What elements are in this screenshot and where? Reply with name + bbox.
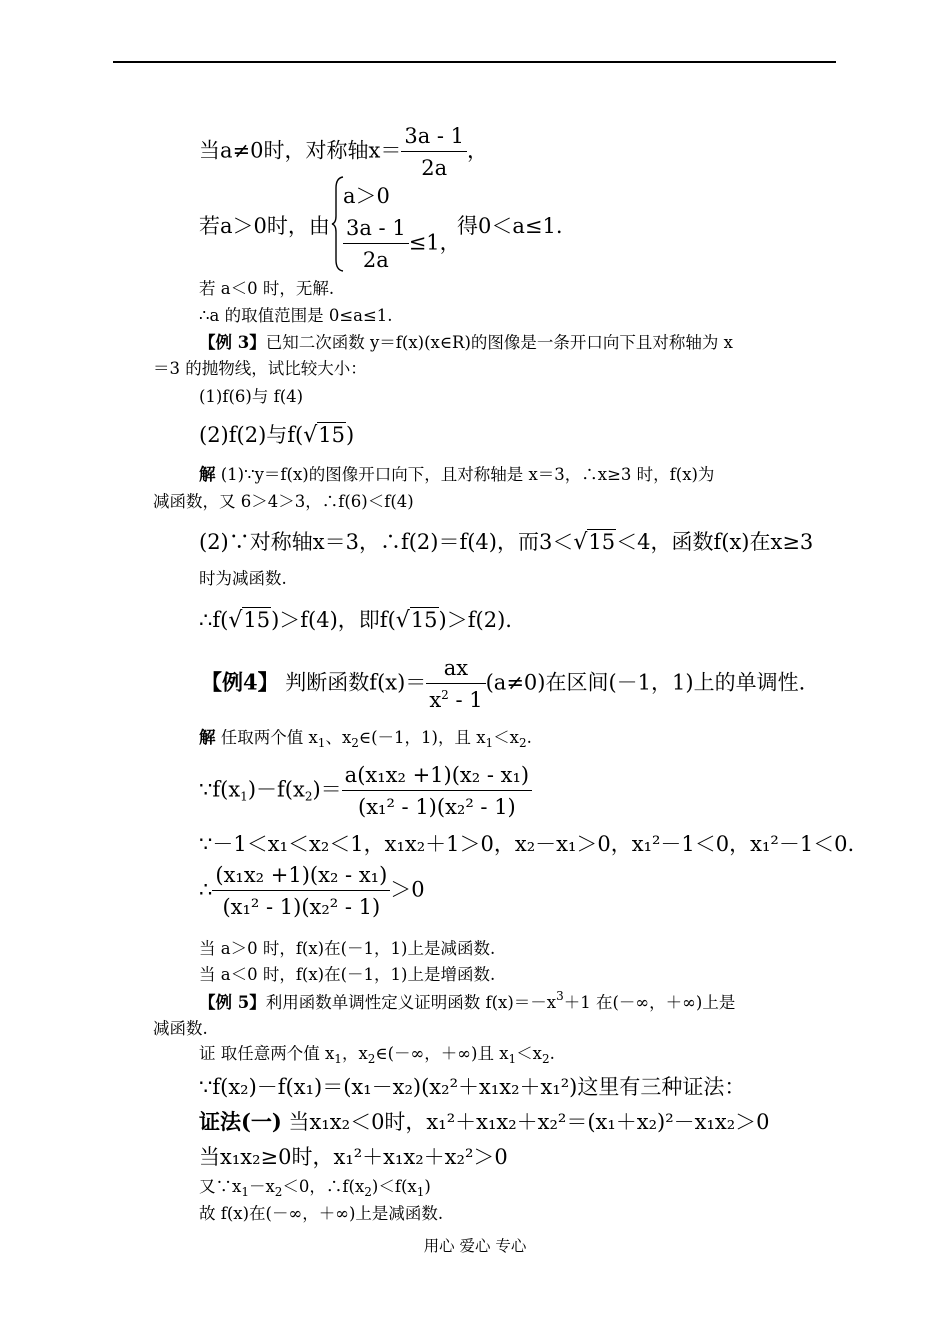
solution-text: ＜x bbox=[493, 728, 519, 747]
solution-text: 、x bbox=[325, 728, 352, 747]
example-4-inequalities: ∵－1＜x₁＜x₂＜1，x₁x₂＋1＞0，x₂－x₁＞0，x₁²－1＜0，x₁²－1＜0. bbox=[199, 832, 855, 856]
solution-text: (1)∵y＝f(x)的图像开口向下，且对称轴是 x＝3，∴x≥3 时，f(x)为 bbox=[215, 465, 715, 484]
difference-text: )－f(x bbox=[247, 777, 305, 802]
axis-fraction bbox=[401, 124, 467, 180]
example-5-final: 故 f(x)在(－∞，＋∞)上是减函数. bbox=[199, 1204, 444, 1223]
fraction-numerator: ax bbox=[426, 656, 485, 684]
example-5-also bbox=[199, 1173, 431, 1199]
fraction-denominator: 2a bbox=[362, 248, 389, 272]
example-5-text: 利用函数单调性定义证明函数 f(x)＝－x bbox=[265, 993, 557, 1012]
example-3-text: 已知二次函数 y＝f(x)(x∈R)的图像是一条开口向下且对称轴为 x bbox=[265, 333, 733, 352]
example-4-text-b: (a≠0)在区间(－1，1)上的单调性. bbox=[485, 670, 806, 695]
subscript: 2 bbox=[364, 1185, 372, 1199]
fraction-numerator: 3a - 1 bbox=[401, 124, 467, 152]
system-fraction bbox=[343, 216, 409, 272]
system-row-2 bbox=[343, 216, 461, 272]
positive-a-text: 若a＞0时，由 bbox=[199, 214, 330, 238]
example-3-question-2 bbox=[199, 419, 354, 449]
solution-2-text-a: (2)∵对称轴x＝3，∴f(2)＝f(4)，而3＜ bbox=[199, 530, 574, 554]
subscript: 1 bbox=[317, 736, 326, 750]
therefore-symbol: ∴ bbox=[199, 877, 213, 902]
subscript: 1 bbox=[241, 1185, 249, 1199]
fraction-numerator: 3a - 1 bbox=[343, 216, 409, 244]
positive-a-line bbox=[199, 210, 330, 240]
proof-text: ＜x bbox=[516, 1044, 542, 1063]
proof-text: 证 取任意两个值 x bbox=[199, 1044, 335, 1063]
conclusion-text-c: )＞f(2). bbox=[438, 608, 512, 632]
also-text: 又∵x bbox=[199, 1177, 242, 1196]
den-base: x bbox=[429, 688, 442, 712]
example-3-statement bbox=[199, 329, 733, 353]
proof-text: . bbox=[549, 1044, 555, 1063]
subscript: 2 bbox=[274, 1185, 283, 1199]
den-tail: - 1 bbox=[448, 688, 483, 712]
example-5-proof-setup bbox=[199, 1040, 555, 1066]
example-3-solution-2-line2: 时为减函数. bbox=[199, 569, 287, 588]
difference-fraction bbox=[342, 763, 532, 819]
also-text: －x bbox=[248, 1177, 275, 1196]
superscript: 3 bbox=[556, 989, 564, 1003]
solution-text: ∈(－1，1)，且 x bbox=[358, 728, 486, 747]
axis-condition-line bbox=[199, 124, 488, 180]
method-text: 当x₁x₂＜0时，x₁²＋x₁x₂＋x₂²＝(x₁＋x₂)²－x₁x₂＞0 bbox=[281, 1110, 770, 1134]
ratio-fraction bbox=[212, 863, 390, 919]
axis-text: 当a≠0时，对称轴x＝ bbox=[199, 138, 402, 163]
sqrt-15 bbox=[303, 422, 346, 447]
conclusion-text-a: ∴f( bbox=[199, 608, 229, 632]
subscript: 1 bbox=[508, 1052, 517, 1066]
solution-label: 解 bbox=[199, 465, 216, 484]
range-conclusion: ∴a 的取值范围是 0≤a≤1. bbox=[199, 306, 393, 325]
example-3-conclusion bbox=[199, 604, 512, 634]
sqrt-15 bbox=[396, 607, 439, 632]
example-5-case-nonneg: 当x₁x₂≥0时，x₁²＋x₁x₂＋x₂²＞0 bbox=[199, 1145, 508, 1169]
conclusion-text-b: )＞f(4)，即f( bbox=[271, 608, 396, 632]
radical-sign: √ bbox=[303, 423, 318, 448]
fraction-denominator: (x₁² - 1)(x₂² - 1) bbox=[358, 795, 516, 819]
solution-text: . bbox=[526, 728, 532, 747]
also-text: ) bbox=[424, 1177, 431, 1196]
also-text: )＜f(x bbox=[371, 1177, 417, 1196]
example-5-method-1 bbox=[199, 1106, 770, 1136]
also-text: ＜0，∴f(x bbox=[282, 1177, 365, 1196]
example-4-ratio bbox=[199, 863, 425, 919]
fraction-denominator: 2a bbox=[421, 156, 448, 180]
subscript: 2 bbox=[351, 736, 359, 750]
radical-sign: √ bbox=[228, 608, 243, 633]
example-5-statement bbox=[199, 989, 735, 1013]
example-3-statement-line2: ＝3 的抛物线，试比较大小： bbox=[153, 359, 367, 378]
radical-sign: √ bbox=[573, 530, 588, 555]
question-2-text: (2)f(2)与f( bbox=[199, 423, 304, 447]
example-5-statement-line2: 减函数. bbox=[153, 1019, 208, 1038]
header-rule bbox=[113, 61, 836, 63]
subscript: 1 bbox=[485, 736, 494, 750]
page-footer: 用心 爱心 专心 bbox=[423, 1237, 527, 1255]
radical-sign: √ bbox=[395, 608, 410, 633]
fraction-numerator: a(x₁x₂ +1)(x₂ - x₁) bbox=[342, 763, 532, 791]
solution-text: 任取两个值 x bbox=[215, 728, 318, 747]
radicand: 15 bbox=[410, 607, 438, 632]
example-3-solution-1-line2: 减函数，又 6＞4＞3，∴f(6)＜f(4) bbox=[153, 492, 414, 511]
system-row-1: a＞0 bbox=[343, 184, 390, 208]
negative-a-line: 若 a＜0 时，无解. bbox=[199, 279, 335, 298]
solution-2-text-b: ＜4，函数f(x)在x≥3 bbox=[616, 530, 814, 554]
fraction-numerator: (x₁x₂ +1)(x₂ - x₁) bbox=[212, 863, 390, 891]
example-3-question-1: (1)f(6)与 f(4) bbox=[199, 387, 304, 406]
subscript: 2 bbox=[304, 789, 313, 804]
example-3-solution-1 bbox=[199, 461, 714, 485]
example-4-difference bbox=[199, 763, 532, 819]
axis-suffix: ， bbox=[467, 138, 489, 163]
subscript: 2 bbox=[541, 1052, 550, 1066]
subscript: 2 bbox=[518, 736, 527, 750]
radicand: 15 bbox=[318, 422, 345, 447]
method-label: 证法(一) bbox=[199, 1109, 282, 1134]
proof-text: ∈(－∞，＋∞)且 x bbox=[375, 1044, 509, 1063]
radicand: 15 bbox=[588, 529, 616, 554]
example-3-solution-2 bbox=[199, 526, 813, 556]
example-3-tag: 【例 3】 bbox=[199, 333, 266, 352]
example-4-text-a: 判断函数f(x)＝ bbox=[278, 670, 427, 695]
example-4-solution bbox=[199, 724, 532, 750]
example-4-case-1: 当 a＞0 时，f(x)在(－1，1)上是减函数. bbox=[199, 939, 496, 958]
example-5-tag: 【例 5】 bbox=[199, 993, 266, 1012]
example-5-difference: ∵f(x₂)－f(x₁)＝(x₁－x₂)(x₂²＋x₁x₂＋x₁²)这里有三种证法： bbox=[199, 1075, 746, 1099]
sqrt-15 bbox=[573, 529, 616, 554]
sqrt-15 bbox=[228, 607, 271, 632]
system-row-2-suffix: ≤1， bbox=[408, 230, 461, 255]
fraction-denominator: (x₁² - 1)(x₂² - 1) bbox=[222, 895, 381, 919]
example-4-tag: 【例4】 bbox=[201, 669, 279, 695]
fraction-denominator bbox=[426, 684, 485, 712]
den-exponent: 2 bbox=[441, 688, 449, 702]
ratio-suffix: ＞0 bbox=[390, 877, 425, 902]
proof-text: ，x bbox=[341, 1044, 368, 1063]
close-paren: ) bbox=[346, 423, 355, 447]
subscript: 1 bbox=[334, 1052, 342, 1066]
subscript: 1 bbox=[240, 789, 248, 804]
example-4-statement bbox=[201, 656, 805, 712]
example-4-case-2: 当 a＜0 时，f(x)在(－1，1)上是增函数. bbox=[199, 965, 496, 984]
radicand: 15 bbox=[243, 607, 271, 632]
difference-text: ∵f(x bbox=[199, 777, 241, 802]
difference-text: )＝ bbox=[312, 777, 342, 802]
example-4-fraction bbox=[426, 656, 485, 712]
subscript: 2 bbox=[367, 1052, 376, 1066]
subscript: 1 bbox=[416, 1185, 425, 1199]
result-text: 得0＜a≤1. bbox=[457, 214, 563, 238]
solution-label: 解 bbox=[199, 728, 216, 747]
example-5-text: ＋1 在(－∞，＋∞)上是 bbox=[563, 993, 736, 1012]
